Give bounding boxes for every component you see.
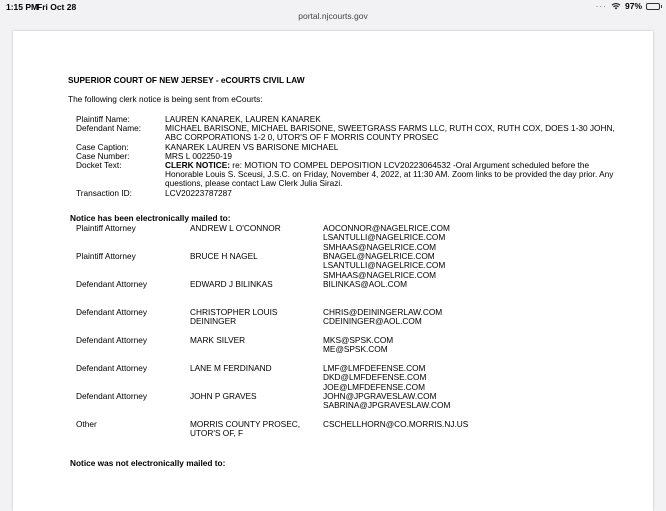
email-address: CSCHELLHORN@CO.MORRIS.NJ.US <box>323 419 469 429</box>
party-role: Plaintiff Attorney <box>76 251 136 261</box>
email-address: CDEININGER@AOL.COM <box>323 316 422 327</box>
email-address: LSANTULLI@NAGELRICE.COM <box>323 260 446 271</box>
status-time: 1:15 PM <box>6 2 39 12</box>
wifi-icon <box>611 2 621 10</box>
email-address: JOE@LMFDEFENSE.COM <box>323 381 426 392</box>
email-address: SMHAAS@NAGELRICE.COM <box>323 241 437 252</box>
docket-text-body: re: MOTION TO COMPEL DEPOSITION LCV20223064532 -Oral Argument scheduled before the Honorable Louis S. Sceusi, J.S.C. on Friday, November 4, 2022, at 11:30 AM. Zoom links to be provided the day prior. Any questions, please contact Law Clerk Julia Sirazi. <box>165 160 614 189</box>
email-list <box>323 336 393 355</box>
party-role: Defendant Attorney <box>76 279 148 289</box>
page-title: SUPERIOR COURT OF NEW JERSEY - eCOURTS CIVIL LAW <box>68 75 305 85</box>
transaction-id: LCV20223787287 <box>165 187 232 198</box>
party-name: BRUCE H NAGEL <box>190 251 258 261</box>
email-list <box>323 392 450 411</box>
mailed-heading: Notice has been electronically mailed to: <box>70 213 231 223</box>
mailed-row <box>76 308 636 336</box>
party-name: MORRIS COUNTY PROSEC, UTOR'S OF, F <box>190 419 301 439</box>
field-label: Docket Text: <box>76 160 122 171</box>
email-list <box>323 420 468 429</box>
email-address: AOCONNOR@NAGELRICE.COM <box>323 223 450 233</box>
party-role: Plaintiff Attorney <box>76 223 136 233</box>
intro-text: The following clerk notice is being sent from eCourts: <box>68 94 263 104</box>
email-address: BILINKAS@AOL.COM <box>323 279 408 289</box>
status-date: Fri Oct 28 <box>37 2 77 12</box>
party-role: Other <box>76 419 97 429</box>
party-name: MARK SILVER <box>190 335 246 345</box>
email-address: ME@SPSK.COM <box>323 344 388 355</box>
clerk-notice-label: CLERK NOTICE: <box>165 160 230 171</box>
field-label: Case Number: <box>76 150 130 161</box>
party-role: Defendant Attorney <box>76 363 148 373</box>
info-row <box>76 161 626 189</box>
email-address: CHRIS@DEININGERLAW.COM <box>323 307 443 317</box>
mailed-row <box>76 224 636 252</box>
mailed-row <box>76 392 636 420</box>
status-indicators <box>595 1 660 11</box>
battery-percent: 97% <box>624 1 642 11</box>
plaintiff-name: LAUREN KANAREK, LAUREN KANAREK <box>165 114 321 124</box>
field-label: Transaction ID: <box>76 187 132 198</box>
battery-icon <box>646 3 660 10</box>
info-row <box>76 143 626 152</box>
not-mailed-heading: Notice was not electronically mailed to: <box>70 458 226 468</box>
mailed-row <box>76 280 636 308</box>
case-number: MRS L 002250-19 <box>165 150 233 161</box>
party-role: Defendant Attorney <box>76 391 148 401</box>
address-bar[interactable] <box>0 11 666 21</box>
email-list <box>323 280 407 289</box>
mailed-row <box>76 420 636 448</box>
defendant-name: MICHAEL BARISONE, MICHAEL BARISONE, SWEETGRASS FARMS LLC, RUTH COX, RUTH COX, DOES 1-30 JOHN, ABC CORPORATIONS 1-2 0, UTOR'S OF F MORRIS COUNTY PROSEC <box>165 123 615 143</box>
case-info-table <box>76 115 626 198</box>
email-list <box>323 364 426 392</box>
party-name: ANDREW L O'CONNOR <box>190 223 281 233</box>
info-row <box>76 189 626 198</box>
party-name: EDWARD J BILINKAS <box>190 279 273 289</box>
docket-text <box>165 161 626 189</box>
email-list <box>323 308 442 327</box>
party-role: Defendant Attorney <box>76 335 148 345</box>
url-text[interactable]: portal.njcourts.gov <box>298 11 368 21</box>
party-name: JOHN P GRAVES <box>190 391 257 401</box>
field-label: Case Caption: <box>76 141 129 152</box>
party-role: Defendant Attorney <box>76 307 148 317</box>
party-name: LANE M FERDINAND <box>190 363 272 373</box>
case-caption: KANAREK LAUREN VS BARISONE MICHAEL <box>165 141 339 152</box>
email-list <box>323 252 445 280</box>
document-page <box>13 31 653 511</box>
dots-icon: ··· <box>595 1 607 11</box>
email-address: SABRINA@JPGRAVESLAW.COM <box>323 400 451 411</box>
email-list <box>323 224 450 252</box>
info-row <box>76 124 626 142</box>
mailed-row <box>76 336 636 364</box>
email-address: BNAGEL@NAGELRICE.COM <box>323 251 435 261</box>
field-label: Defendant Name: <box>76 123 142 134</box>
email-address: LSANTULLI@NAGELRICE.COM <box>323 232 446 243</box>
field-label: Plaintiff Name: <box>76 114 130 124</box>
email-address: MKS@SPSK.COM <box>323 335 394 345</box>
mailed-row <box>76 364 636 392</box>
email-address: JOHN@JPGRAVESLAW.COM <box>323 391 437 401</box>
party-name: CHRISTOPHER LOUIS DEININGER <box>190 307 278 327</box>
email-address: DKD@LMFDEFENSE.COM <box>323 372 427 383</box>
email-address: SMHAAS@NAGELRICE.COM <box>323 269 437 280</box>
email-address: LMF@LMFDEFENSE.COM <box>323 363 426 373</box>
mailed-row <box>76 252 636 280</box>
